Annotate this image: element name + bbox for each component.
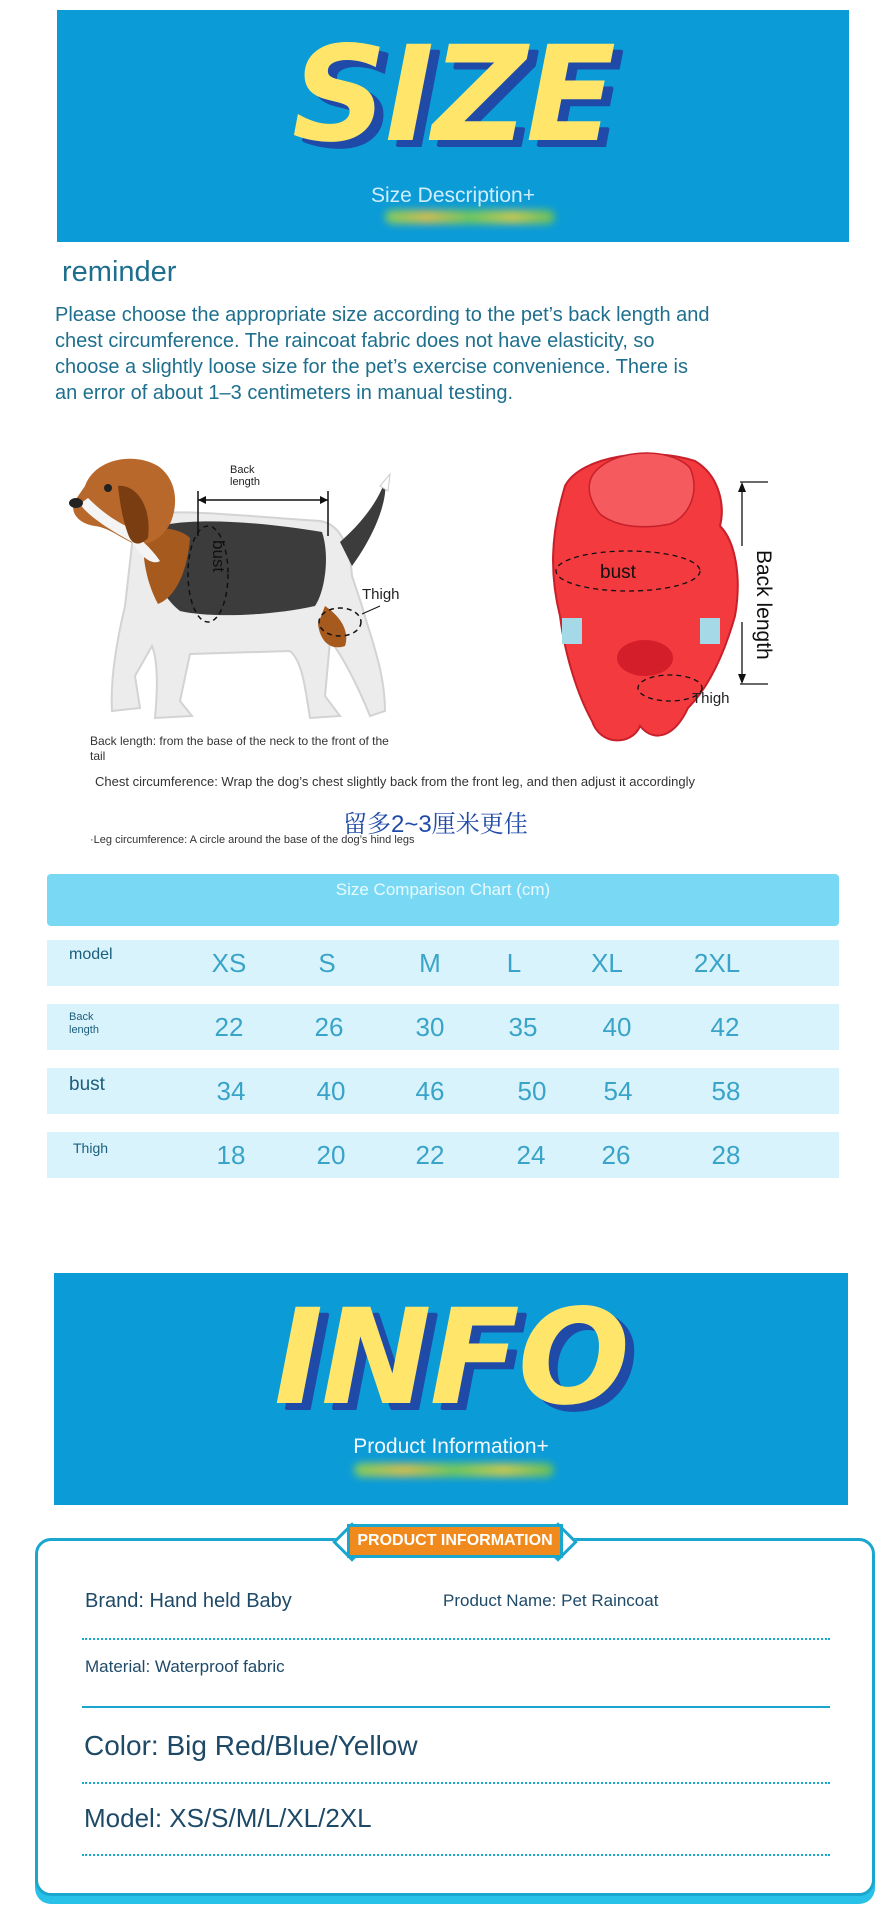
- table-cell: 24: [516, 1140, 546, 1170]
- divider: [82, 1854, 830, 1856]
- dog-back-length-label: Back length: [230, 464, 260, 488]
- info-subtitle: Product Information+: [353, 1435, 549, 1458]
- info-model: Model: XS/S/M/L/XL/2XL: [84, 1803, 372, 1833]
- raincoat-diagram: [520, 446, 780, 746]
- table-cell: 46: [415, 1076, 445, 1106]
- coat-back-length-label: Back length: [752, 550, 775, 660]
- table-cell: 28: [711, 1140, 741, 1170]
- table-cell: 34: [216, 1076, 246, 1106]
- row-label-bust: bust: [69, 1074, 105, 1095]
- size-col-m: M: [419, 948, 441, 978]
- row-label-back-length: Back length: [69, 1011, 99, 1036]
- row-label-thigh: Thigh: [73, 1140, 109, 1156]
- size-title: SIZE: [291, 18, 615, 172]
- divider: [82, 1706, 830, 1708]
- size-subtitle-decoration: [385, 210, 555, 224]
- divider: [82, 1782, 830, 1784]
- size-col-xl: XL: [591, 948, 623, 978]
- table-cell: 42: [710, 1012, 740, 1042]
- info-subtitle-decoration: [354, 1463, 554, 1477]
- note-chinese: 留多2~3厘米更佳: [343, 811, 528, 838]
- dog-thigh-label: Thigh: [362, 586, 400, 603]
- info-material: Material: Waterproof fabric: [85, 1657, 285, 1676]
- table-cell: 18: [216, 1140, 246, 1170]
- info-brand: Brand: Hand held Baby: [85, 1590, 292, 1612]
- table-cell: 40: [316, 1076, 346, 1106]
- coat-bust-label: bust: [600, 562, 636, 583]
- divider: [82, 1638, 830, 1640]
- product-info-badge-label: PRODUCT INFORMATION: [347, 1524, 563, 1558]
- row-label-model: model: [69, 946, 113, 963]
- size-col-l: L: [506, 948, 522, 978]
- size-chart-header: [47, 874, 839, 926]
- table-cell: 30: [415, 1012, 445, 1042]
- table-cell: 26: [314, 1012, 344, 1042]
- table-cell: 22: [214, 1012, 244, 1042]
- info-banner: [54, 1273, 848, 1505]
- reminder-title: reminder: [62, 256, 177, 288]
- table-row: [47, 1004, 839, 1050]
- table-row: [47, 1068, 839, 1114]
- table-cell: 35: [508, 1012, 538, 1042]
- size-col-2xl: 2XL: [693, 948, 741, 978]
- size-chart-title: Size Comparison Chart (cm): [335, 880, 551, 899]
- info-color: Color: Big Red/Blue/Yellow: [84, 1730, 418, 1761]
- size-header-row: [47, 940, 839, 986]
- table-row: [47, 1132, 839, 1178]
- table-cell: 58: [711, 1076, 741, 1106]
- info-title: INFO: [274, 1281, 628, 1435]
- dog-bust-label: bust: [209, 540, 228, 573]
- info-product-name: Product Name: Pet Raincoat: [443, 1591, 659, 1610]
- size-col-xs: XS: [211, 948, 247, 978]
- table-cell: 20: [316, 1140, 346, 1170]
- table-cell: 50: [517, 1076, 547, 1106]
- table-cell: 26: [601, 1140, 631, 1170]
- note-leg: ·Leg circumference: A circle around the base of the dog’s hind legs: [90, 834, 415, 846]
- note-chest: Chest circumference: Wrap the dog’s chest slightly back from the front leg, and then adjust it accordingly: [95, 774, 695, 789]
- size-subtitle: Size Description+: [371, 184, 535, 207]
- size-banner: [57, 10, 849, 242]
- table-cell: 40: [602, 1012, 632, 1042]
- reminder-text: Please choose the appropriate size according to the pet’s back length and chest circumference. The raincoat fabric does not have elasticity, so choose a slightly loose size for the pet’s exercise convenience. There is an error of about 1–3 centimeters in manual testing.: [55, 304, 710, 404]
- table-cell: 22: [415, 1140, 445, 1170]
- coat-thigh-label: Thigh: [692, 690, 730, 707]
- note-back-length: Back length: from the base of the neck to the front of the tail: [90, 734, 389, 763]
- product-info-badge: [337, 1524, 573, 1558]
- size-col-s: S: [318, 948, 336, 978]
- table-cell: 54: [603, 1076, 633, 1106]
